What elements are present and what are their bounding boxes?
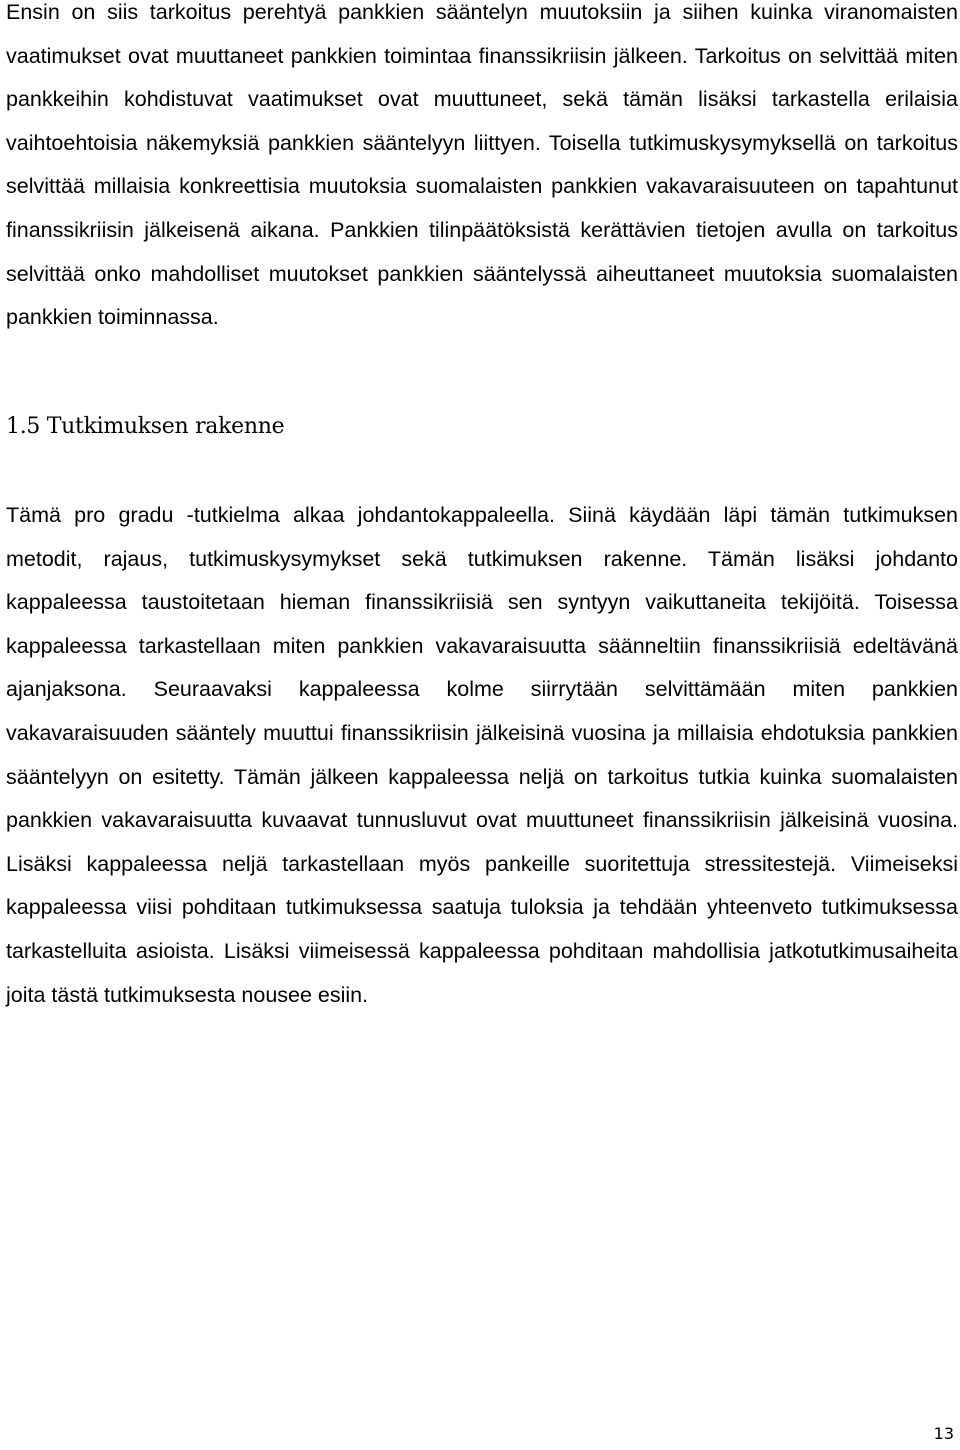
- page-number: 13: [933, 1424, 954, 1443]
- body-paragraph: Ensin on siis tarkoitus perehtyä pankkien sääntelyn muutoksiin ja siihen kuinka viranomaisten vaatimukset ovat muuttaneet pankkien toimintaa finanssikriisin jälkeen. Tarkoitus on selvittää miten pankkeihin kohdistuvat vaatimukset ovat muuttuneet, sekä tämän lisäksi tarkastella erilaisia vaihtoehtoisia näkemyksiä pankkien sääntelyyn liittyen. Toisella tutkimuskysymyksellä on tarkoitus selvittää millaisia konkreettisia muutoksia suomalaisten pankkien vakavaraisuuteen on tapahtunut finanssikriisin jälkeisenä aikana. Pankkien tilinpäätöksistä kerättävien tietojen avulla on tarkoitus selvittää onko mahdolliset muutokset pankkien sääntelyssä aiheuttaneet muutoksia suomalaisten pankkien toiminnassa.: [6, 0, 958, 330]
- body-paragraph: Tämä pro gradu -tutkielma alkaa johdantokappaleella. Siinä käydään läpi tämän tutkimuksen metodit, rajaus, tutkimuskysymykset sekä tutkimuksen rakenne. Tämän lisäksi johdanto kappaleessa taustoitetaan hieman finanssikriisiä sen syntyyn vaikuttaneita tekijöitä. Toisessa kappaleessa tarkastellaan miten pankkien vakavaraisuutta säänneltiin finanssikriisiä edeltävänä ajanjaksona. Seuraavaksi kappaleessa kolme siirrytään selvittämään miten pankkien vakavaraisuuden sääntely muuttui finanssikriisin jälkeisinä vuosina ja millaisia ehdotuksia pankkien sääntelyyn on esitetty. Tämän jälkeen kappaleessa neljä on tarkoitus tutkia kuinka suomalaisten pankkien vakavaraisuutta kuvaavat tunnusluvut ovat muuttuneet finanssikriisin jälkeisinä vuosina. Lisäksi kappaleessa neljä tarkastellaan myös pankeille suoritettuja stressitestejä. Viimeiseksi kappaleessa viisi pohditaan tutkimuksessa saatuja tuloksia ja tehdään yhteenveto tutkimuksessa tarkastelluita asioista. Lisäksi viimeisessä kappaleessa pohditaan mahdollisia jatkotutkimusaiheita joita tästä tutkimuksesta nousee esiin.: [6, 503, 958, 1007]
- section-heading: 1.5 Tutkimuksen rakenne: [6, 414, 285, 439]
